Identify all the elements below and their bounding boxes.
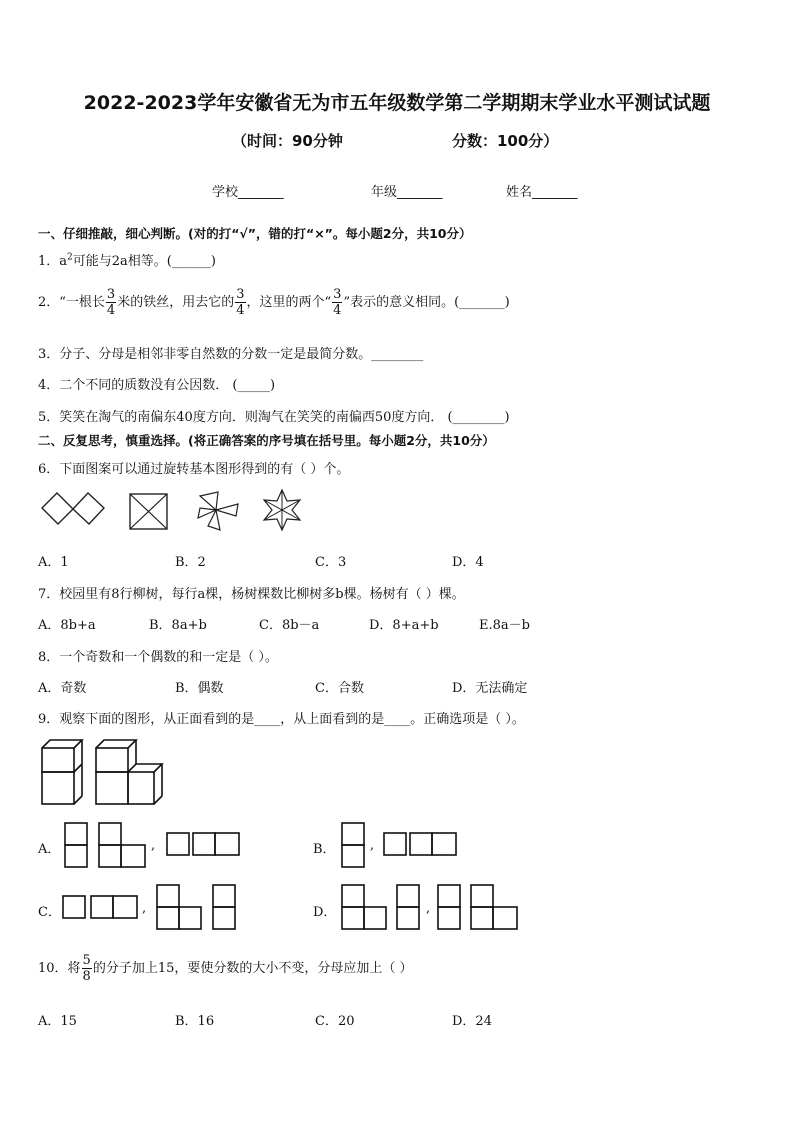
q8-option-d: D．无法确定 (452, 681, 528, 696)
question-6: 6．下面图案可以通过旋转基本图形得到的有（ ）个。 (38, 462, 350, 477)
fraction-5-8: $\frac{5}{8}$ (82, 953, 91, 984)
q7-option-c: C．8b－a (259, 618, 320, 633)
rotated-squares-figure (40, 490, 106, 530)
exam-score: 分数：100分） (452, 132, 559, 150)
q10-option-d: D．24 (452, 1014, 492, 1029)
school-field: 学校_______ (212, 185, 284, 200)
q9-option-c-top-view (156, 884, 240, 932)
q10-option-a: A．15 (38, 1014, 77, 1029)
q7-option-d: D．8+a+b (369, 618, 439, 633)
pinwheel-figure (196, 490, 242, 536)
q6-option-a: A．1 (38, 555, 69, 570)
q9-option-b-front-view (341, 822, 367, 870)
q10-option-b: B．16 (175, 1014, 215, 1029)
page-title: 2022-2023学年安徽省无为市五年级数学第二学期期末学业水平测试试题 (83, 92, 711, 114)
question-7: 7．校园里有8行柳树，每行a棵，杨树棵数比柳树多b棵。杨树有（ ）棵。 (38, 587, 465, 602)
q9-option-c-comma: , (142, 901, 147, 916)
q9-option-b-label: B． (313, 842, 336, 857)
q8-option-c: C．合数 (315, 681, 364, 696)
q10-option-c: C．20 (315, 1014, 355, 1029)
q9-option-c-label: C． (38, 905, 61, 920)
question-10: 10．将 $\frac{5}{8}$ 的分子加上15，要使分数的大小不变，分母应加上（ ） (38, 953, 413, 984)
grade-field: 年级_______ (371, 185, 443, 200)
question-9: 9．观察下面的图形，从正面看到的是____，从上面看到的是____。正确选项是（ ）。 (38, 712, 525, 727)
q8-option-a: A．奇数 (38, 681, 87, 696)
question-5: 5．笑笑在淘气的南偏东40度方向．则淘气在笑笑的南偏西50度方向． (________) (38, 410, 510, 425)
question-2: 2．“一根长 $\frac{3}{4}$ 米的铁丝，用去它的 $\frac{3}{4}$ ，这里的两个“ $\frac{3}{4}$ ”表示的意义相同。(_______) (38, 287, 510, 318)
q9-option-a-front-view (64, 822, 148, 870)
question-8: 8．一个奇数和一个偶数的和一定是（ ）。 (38, 650, 278, 665)
six-point-star-figure (258, 488, 306, 532)
fraction-3-4: $\frac{3}{4}$ (106, 287, 116, 318)
question-1: 1．$a^2$可能与2a相等。(______) (38, 252, 216, 269)
q9-option-d-top-view (437, 884, 521, 932)
cube-stacks-figure (40, 738, 164, 806)
section-1-heading: 一、仔细推敲，细心判断。(对的打“√”，错的打“×”。每小题2分，共10分） (38, 226, 472, 241)
question-4: 4．二个不同的质数没有公因数． (_____) (38, 378, 276, 393)
q7-option-b: B．8a+b (149, 618, 207, 633)
q9-option-b-comma: , (370, 838, 375, 853)
q9-option-b-top-view (383, 832, 461, 858)
q8-option-b: B．偶数 (175, 681, 224, 696)
fraction-3-4: $\frac{3}{4}$ (333, 287, 342, 318)
q6-option-d: D．4 (452, 555, 484, 570)
question-3: 3．分子、分母是相邻非零自然数的分数一定是最简分数。________ (38, 347, 424, 362)
q9-option-d-comma: , (426, 901, 431, 916)
section-2-heading: 二、反复思考，慎重选择。(将正确答案的序号填在括号里。每小题2分，共10分） (38, 433, 495, 448)
fraction-3-4: $\frac{3}{4}$ (236, 287, 245, 318)
q9-option-c-front-view (62, 895, 140, 921)
q9-option-a-label: A． (38, 842, 61, 857)
square-with-diagonals-figure (128, 492, 170, 532)
q9-option-a-comma: , (151, 838, 156, 853)
q6-option-c: C．3 (315, 555, 347, 570)
q7-option-a: A．8b+a (38, 618, 96, 633)
exam-time: （时间：90分钟 (232, 132, 343, 150)
name-field: 姓名_______ (506, 185, 578, 200)
q9-option-d-front-view (341, 884, 425, 932)
q6-option-b: B．2 (175, 555, 206, 570)
q9-option-d-label: D． (313, 905, 337, 920)
q9-option-a-top-view (166, 832, 244, 858)
q7-option-e: E.8a－b (479, 618, 530, 633)
